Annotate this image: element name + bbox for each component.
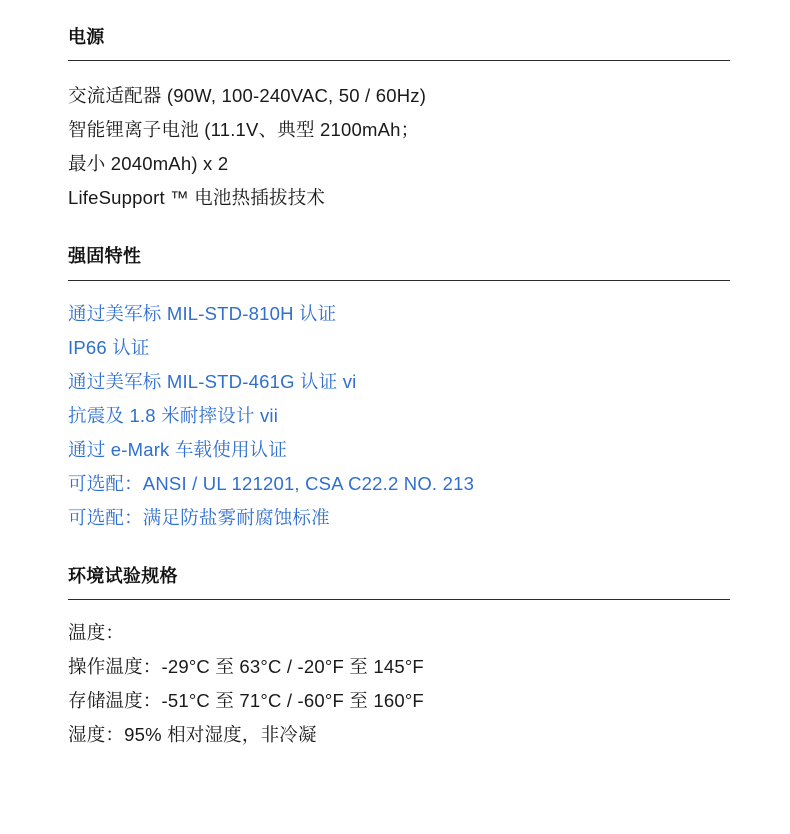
- spec-list-power: [68, 79, 730, 215]
- list-item: 温度：: [68, 622, 125, 644]
- list-item: 交流适配器 (90W, 100-240VAC, 50 / 60Hz): [68, 85, 427, 107]
- list-item: 通过 e-Mark 车载使用认证: [68, 438, 288, 460]
- list-item: LifeSupport ™ 电池热插拔技术: [68, 187, 326, 209]
- list-item: 存储温度：-51°C 至 71°C / -60°F 至 160°F: [68, 690, 424, 712]
- list-item: 智能锂离子电池 (11.1V、典型 2100mAh；: [68, 119, 420, 141]
- list-item: 可选配：ANSI / UL 121201, CSA C22.2 NO. 213: [68, 472, 475, 494]
- section-environmental-tests: [68, 565, 730, 752]
- section-title-power: 电源: [68, 27, 105, 47]
- list-item: 通过美军标 MIL-STD-810H 认证: [68, 302, 337, 324]
- list-item: 通过美军标 MIL-STD-461G 认证 vi: [68, 370, 357, 392]
- list-item: 可选配：满足防盐雾耐腐蚀标准: [68, 506, 330, 528]
- section-divider-environment: [68, 599, 730, 600]
- list-item: 湿度：95% 相对湿度，非冷凝: [68, 724, 317, 746]
- section-title-environment: 环境试验规格: [68, 565, 178, 586]
- section-rugged-features: [68, 245, 730, 534]
- section-title-rugged: 强固特性: [68, 246, 142, 267]
- spec-list-environment: [68, 616, 730, 752]
- section-divider-rugged: [68, 280, 730, 281]
- section-divider-power: [68, 60, 730, 61]
- list-item: IP66 认证: [68, 336, 150, 358]
- section-power: [68, 26, 730, 215]
- list-item: 抗震及 1.8 米耐摔设计 vii: [68, 404, 279, 426]
- list-item: 操作温度：-29°C 至 63°C / -20°F 至 145°F: [68, 656, 424, 678]
- list-item: 最小 2040mAh) x 2: [68, 153, 229, 175]
- spec-list-rugged: [68, 297, 730, 535]
